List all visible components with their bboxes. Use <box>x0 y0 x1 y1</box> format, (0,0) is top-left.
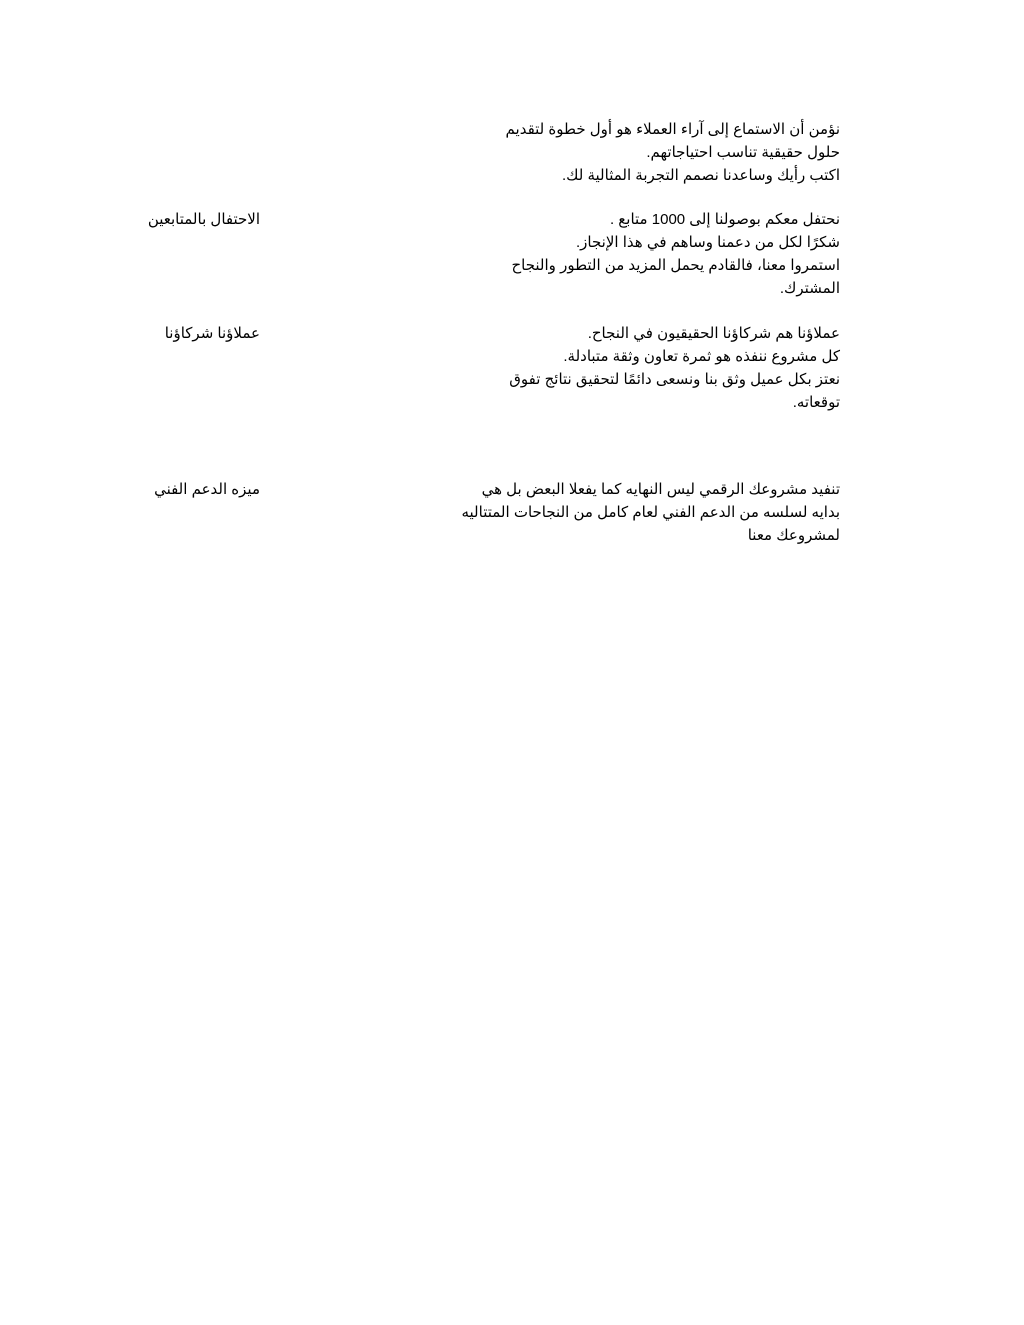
section-body <box>500 118 840 187</box>
paragraph-line: تنفيد مشروعك الرقمي ليس النهايه كما يفعلا البعض بل هي <box>481 481 840 498</box>
paragraph-line: عملاؤنا هم شركاؤنا الحقيقيون في النجاح. <box>587 325 840 342</box>
section-label: الاحتفال بالمتابعين <box>147 211 260 228</box>
paragraph-line: حلول حقيقية تناسب احتياجاتهم. <box>646 144 840 161</box>
paragraph-line: لمشروعك معنا <box>747 527 840 544</box>
paragraph-line: بدايه لسلسه من الدعم الفني لعام كامل من النجاحات المتتاليه <box>461 504 840 521</box>
paragraph-line: نعتز بكل عميل وثق بنا ونسعى دائمًا لتحقيق نتائج تفوق <box>509 371 840 388</box>
section-body <box>500 208 840 300</box>
section-body <box>461 478 840 547</box>
paragraph-line: استمروا معنا، فالقادم يحمل المزيد من التطور والنجاح <box>511 257 840 274</box>
paragraph-line: توقعاته. <box>792 394 840 411</box>
paragraph-line: شكرًا لكل من دعمنا وساهم في هذا الإنجاز. <box>576 234 840 251</box>
section-body <box>500 322 840 414</box>
paragraph-line: نحتفل معكم بوصولنا إلى 1000 متابع . <box>609 211 840 228</box>
section-label: ميزه الدعم الفني <box>154 481 260 498</box>
paragraph-line: اكتب رأيك وساعدنا نصمم التجربة المثالية لك. <box>561 167 840 184</box>
paragraph-line: المشترك. <box>779 280 840 297</box>
section-label: عملاؤنا شركاؤنا <box>164 325 260 342</box>
paragraph-line: نؤمن أن الاستماع إلى آراء العملاء هو أول خطوة لتقديم <box>505 121 840 138</box>
paragraph-line: كل مشروع ننفذه هو ثمرة تعاون وثقة متبادلة. <box>563 348 840 365</box>
